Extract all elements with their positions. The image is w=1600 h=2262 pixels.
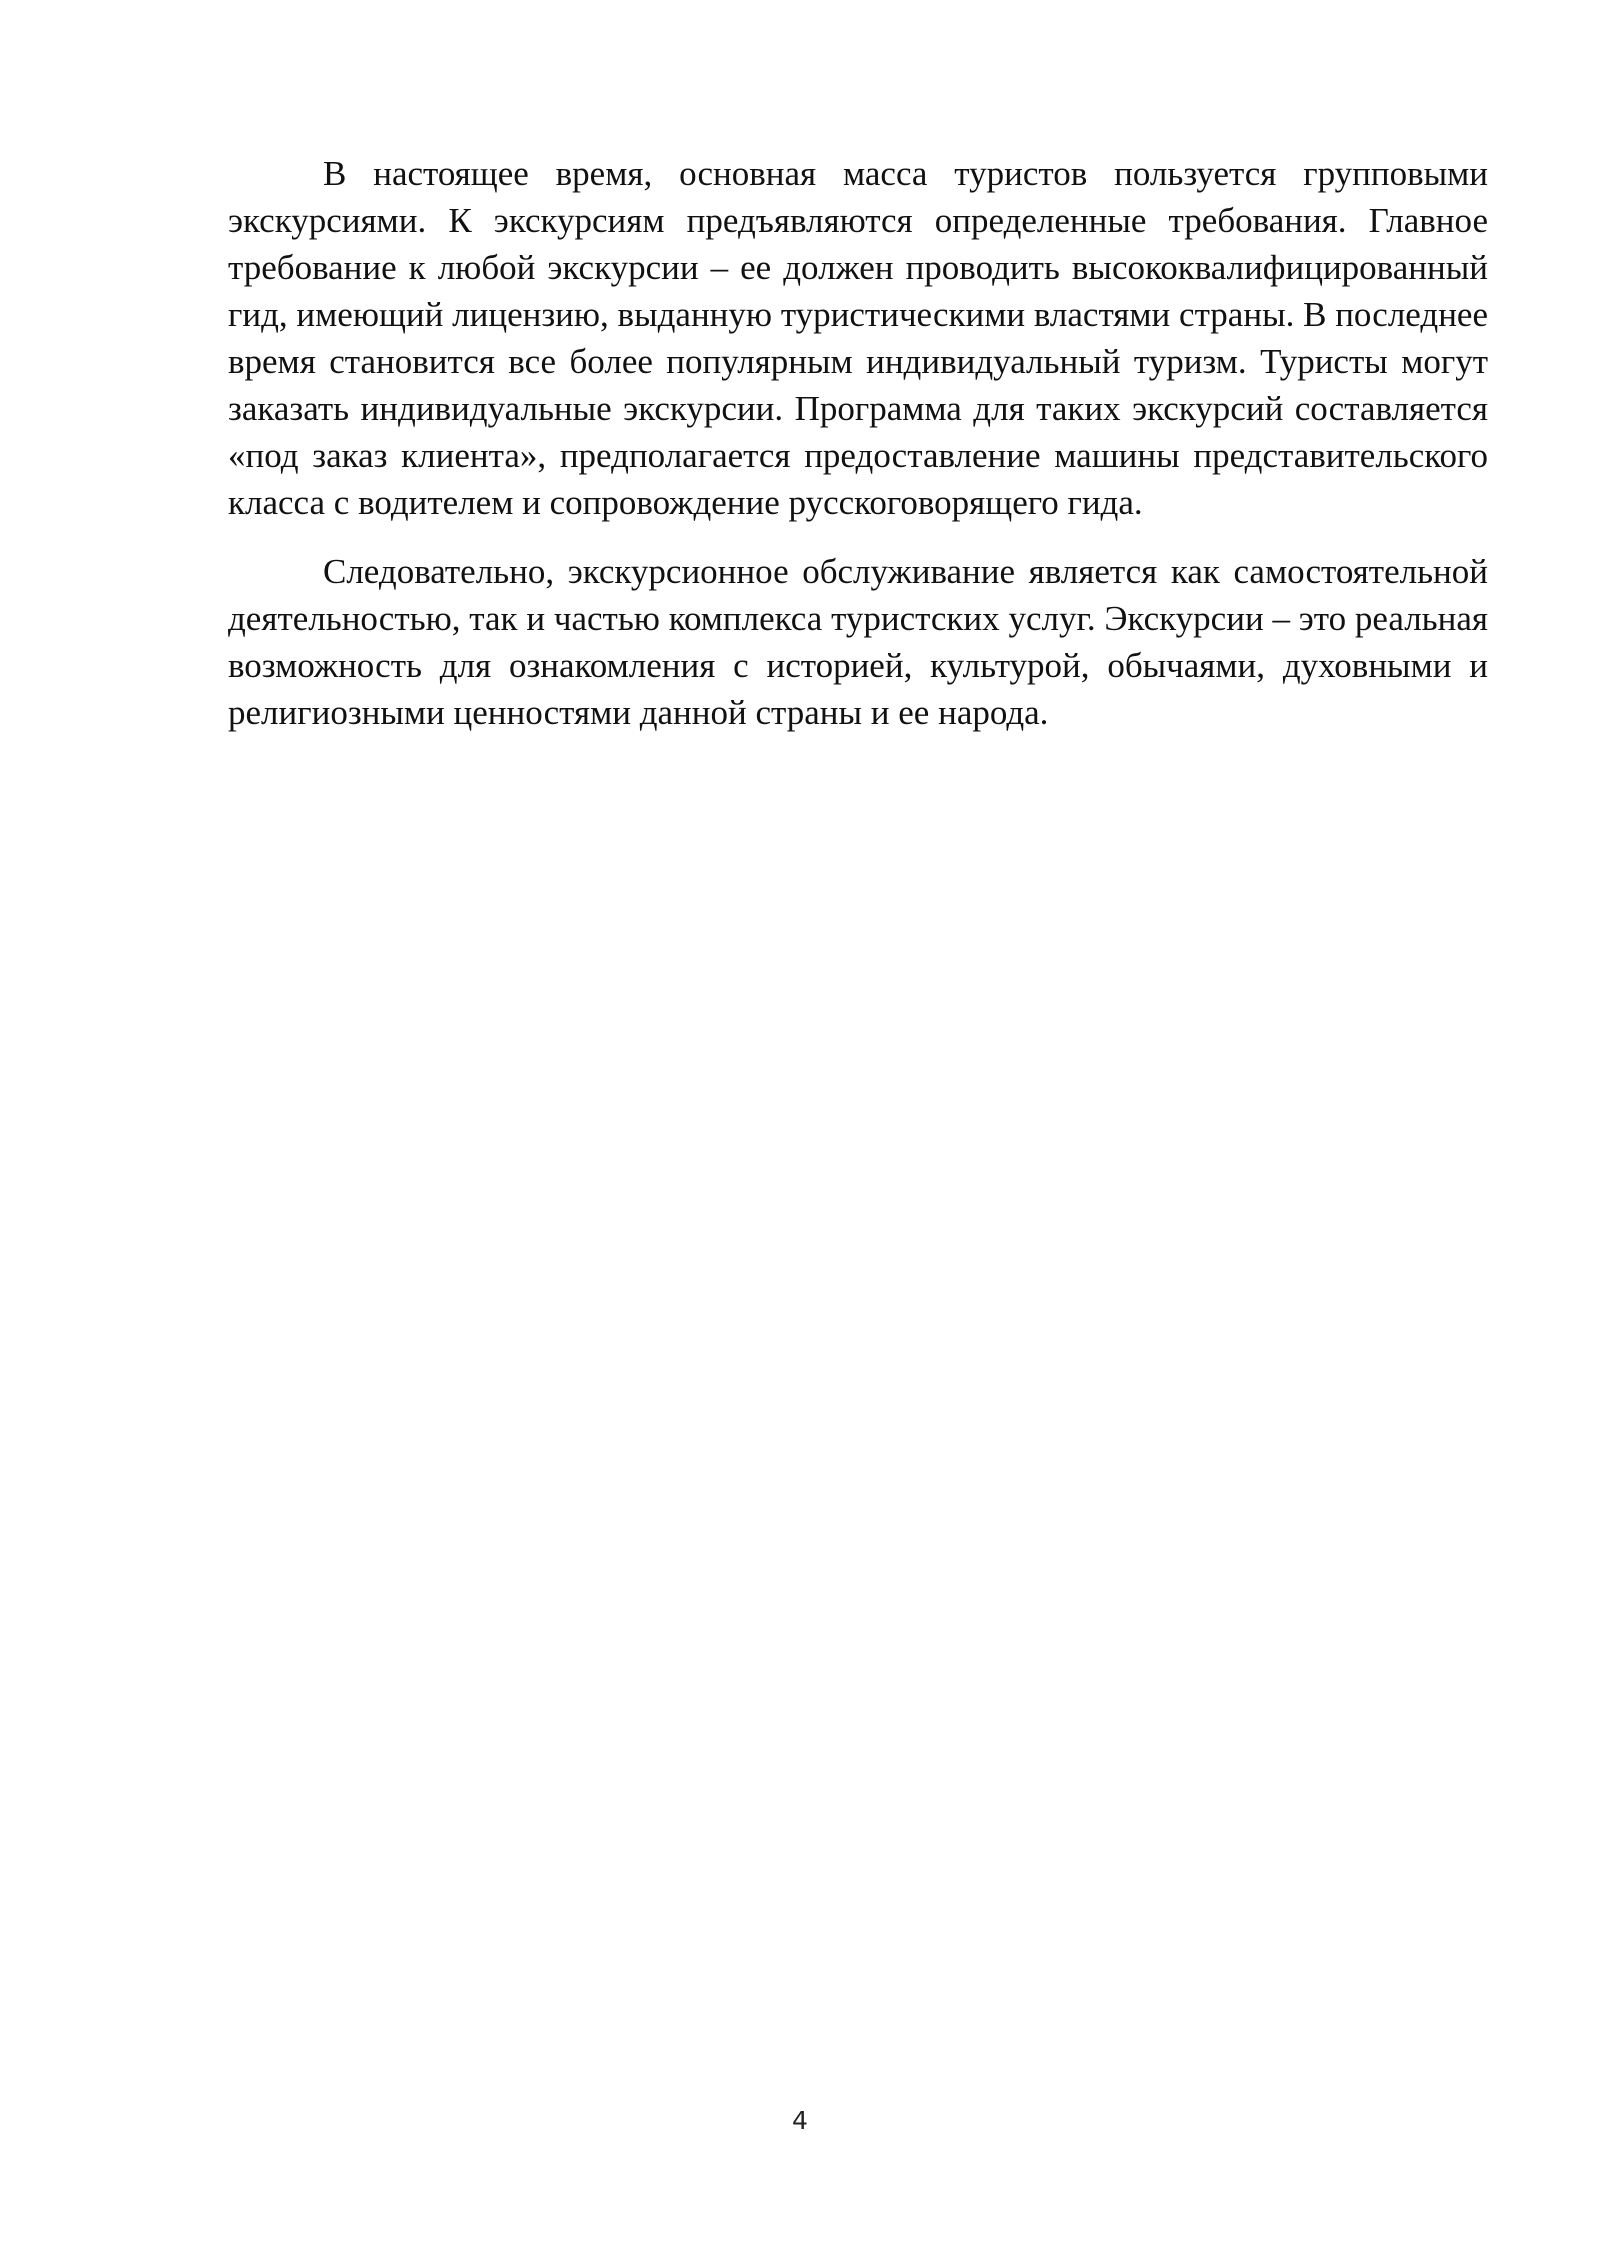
body-text: [228, 150, 1488, 758]
page-number: 4: [792, 2106, 808, 2135]
paragraph-2: Следовательно, экскурсионное обслуживание является как самостоятельной деятельностью, так и частью комплекса туристских услуг. Экскурсии – это реальная возможность для ознакомления с историей, культурой, обычаями, духовными и религиозными ценностями данной страны и ее народа.: [228, 552, 1488, 732]
paragraph-1: В настоящее время, основная масса туристов пользуется групповыми экскурсиями. К экскурсиям предъявляются определенные требования. Главное требование к любой экскурсии – ее должен проводить высококвалифицированный гид, имеющий лицензию, выданную туристическими властями страны. В последнее время становится все более популярным индивидуальный туризм. Туристы могут заказать индивидуальные экскурсии. Программа для таких экскурсий составляется «под заказ клиента», предполагается предоставление машины представительского класса с водителем и сопровождение русскоговорящего гида.: [228, 154, 1488, 522]
